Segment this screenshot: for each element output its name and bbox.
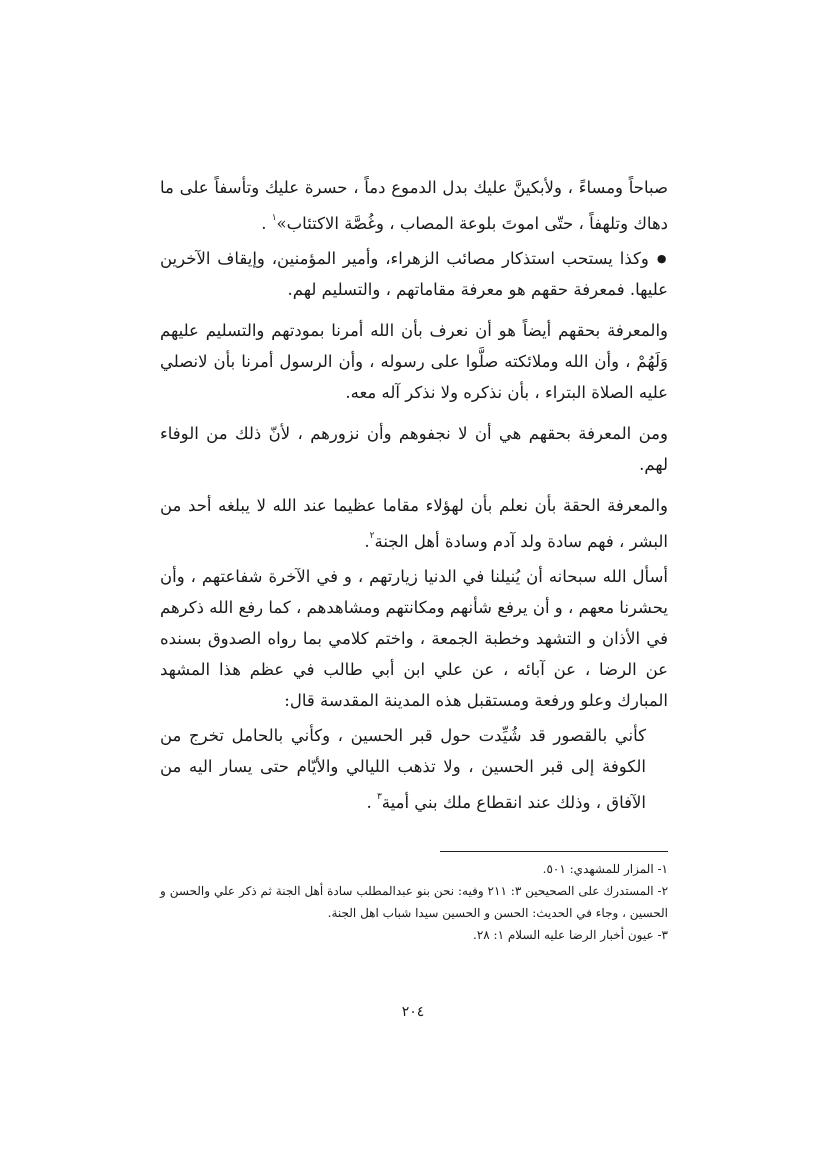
paragraph-3: والمعرفة بحقهم أيضاً هو أن نعرف بأن الله أمرنا بمودتهم والتسليم عليهم وَلَهُمْ ، وأن الله وملائكته صلَّوا على رسوله ، وأن الرسول أمرنا بأن لانصلي عليه الصلاة البتراء ، بأن نذكره ولا نذكر آله معه. [160,321,668,402]
quote-text: كأني بالقصور قد شُيِّدت حول قبر الحسين ، وكأني بالحامل تخرج من الكوفة إلى قبر الحسين ، ولا تذهب الليالي والأيّام حتى يسار اليه من الآفاق ، وذلك عند انقطاع ملك بني أمية [160,726,646,812]
footnote-divider [440,851,668,852]
footnote-ref-1: ١ [271,213,277,223]
footnotes [160,858,668,946]
paragraph-2-bullet: ● وكذا يستحب استذكار مصائب الزهراء، وأمير المؤمنين، وإيقاف الآخرين عليها. فمعرفة حقهم هو معرفة مقاماتهم ، والتسليم لهم. [160,243,668,305]
paragraph-6: أسأل الله سبحانه أن يُنيلنا في الدنيا زيارتهم ، و في الآخرة شفاعتهم ، وأن يحشرنا معهم ، و أن يرفع شأنهم ومكانتهم ومشاهدهم ، كما رفع الله ذكرهم في الأذان و التشهد وخطبة الجمعة ، واختم كلامي بما رواه الصدوق بسنده عن الرضا ، عن آبائه ، عن علي ابن أبي طالب في عظم هذا المشهد المبارك وعلو ورفعة ومستقبل هذه المدينة المقدسة قال: [160,567,668,710]
page-number: ٢٠٤ [401,1004,425,1020]
main-text [160,172,668,835]
footnote-1: ١- المزار للمشهدي: ٥٠١. [542,862,668,876]
paragraph-5-end: . [364,532,370,551]
hadith-quote [160,720,668,818]
footnote-3: ٣- عيون أخبار الرضا عليه السلام ١: ٢٨. [473,928,668,942]
footnote-ref-3: ٣ [376,792,382,802]
quote-end: . [366,793,372,812]
paragraph-1 [160,172,668,239]
paragraph-5-text: والمعرفة الحقة بأن نعلم بأن لهؤلاء مقاما عظيما عند الله لا يبلغه أحد من البشر ، فهم سادة ولد آدم وسادة أهل الجنة [160,496,668,551]
paragraph-1-end: . [261,214,267,233]
footnote-2: ٢- المستدرك على الصحيحين ٣: ٢١١ وفيه: نحن بنو عبدالمطلب سادة أهل الجنة ثم ذكر علي والحسن و الحسين ، وجاء في الحديث: الحسن و الحسين سيدا شباب اهل الجنة. [160,884,669,920]
paragraph-1-text: صباحاً ومساءً ، ولأبكينَّ عليك بدل الدموع دماً ، حسرة عليك وتأسفاً على ما دهاك وتلهفاً ، حتّى اموتَ بلوعة المصاب ، وغُصَّة الاكتئاب» [160,178,668,233]
footnote-ref-2: ٢ [369,531,375,541]
paragraph-4: ومن المعرفة بحقهم هي أن لا نجفوهم وأن نزورهم ، لأنّ ذلك من الوفاء لهم. [160,424,668,474]
paragraph-5 [160,490,668,557]
